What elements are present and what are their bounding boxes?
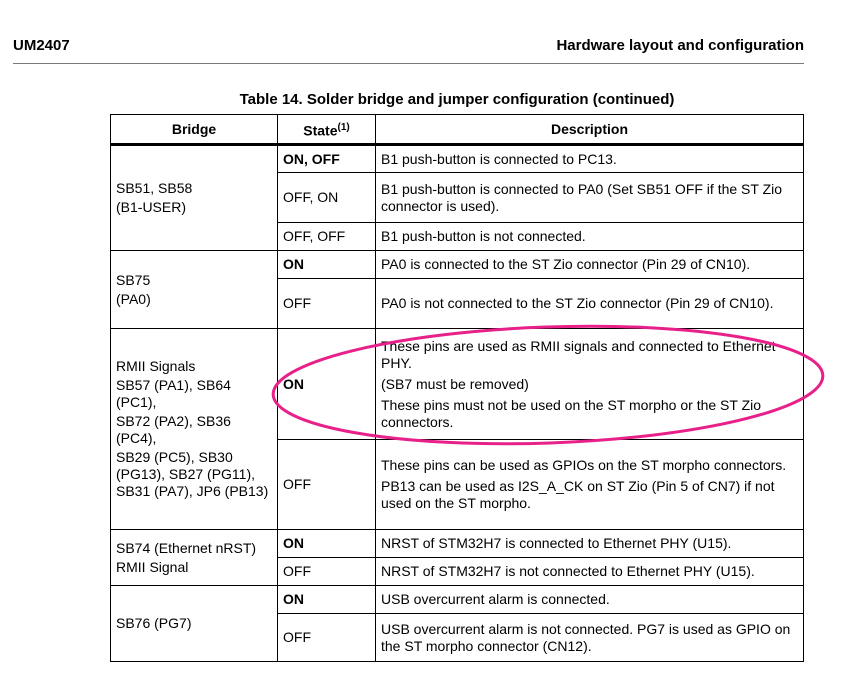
bridge-line: SB57 (PA1), SB64 (PC1), bbox=[116, 377, 231, 410]
bridge-cell bbox=[111, 145, 278, 251]
state-cell: OFF, ON bbox=[278, 173, 376, 223]
table-row bbox=[111, 530, 804, 558]
header-state bbox=[278, 115, 376, 145]
description-line: These pins must not be used on the ST morpho or the ST Zio connectors. bbox=[381, 396, 762, 430]
state-cell: ON bbox=[278, 329, 376, 440]
description-cell: B1 push-button is connected to PA0 (Set SB51 OFF if the ST Zio connector is used). bbox=[376, 173, 804, 223]
description-cell: B1 push-button is not connected. bbox=[376, 223, 804, 251]
bridge-line: (B1-USER) bbox=[116, 199, 187, 215]
state-cell: OFF bbox=[278, 614, 376, 662]
description-cell: B1 push-button is connected to PC13. bbox=[376, 145, 804, 173]
footnote-ref: (1) bbox=[337, 121, 350, 133]
header-state-label: State bbox=[303, 122, 338, 139]
section-title: Hardware layout and configuration bbox=[556, 37, 804, 54]
state-cell: OFF, OFF bbox=[278, 223, 376, 251]
bridge-cell bbox=[111, 586, 278, 662]
table-header-row bbox=[111, 115, 804, 145]
bridge-cell bbox=[111, 251, 278, 329]
table-row bbox=[111, 586, 804, 614]
state-cell: OFF bbox=[278, 440, 376, 530]
bridge-line: SB29 (PC5), SB30 (PG13), SB27 (PG11), SB31 (PA7), JP6 (PB13) bbox=[116, 449, 269, 499]
state-cell: OFF bbox=[278, 558, 376, 586]
document-id: UM2407 bbox=[13, 37, 70, 54]
description-cell: USB overcurrent alarm is connected. bbox=[376, 586, 804, 614]
bridge-line: RMII Signals bbox=[116, 358, 196, 374]
description-line: These pins are used as RMII signals and connected to Ethernet PHY. bbox=[381, 337, 776, 371]
description-line: (SB7 must be removed) bbox=[381, 375, 529, 392]
description-cell: NRST of STM32H7 is connected to Ethernet PHY (U15). bbox=[376, 530, 804, 558]
state-cell: ON bbox=[278, 251, 376, 279]
description-cell: PA0 is connected to the ST Zio connector (Pin 29 of CN10). bbox=[376, 251, 804, 279]
description-line: PB13 can be used as I2S_A_CK on ST Zio (Pin 5 of CN7) if not used on the ST morpho. bbox=[381, 478, 775, 511]
bridge-line: RMII Signal bbox=[116, 558, 189, 575]
state-cell: ON bbox=[278, 586, 376, 614]
solder-bridge-table bbox=[110, 114, 804, 662]
bridge-line: SB51, SB58 bbox=[116, 180, 193, 196]
state-cell: OFF bbox=[278, 279, 376, 329]
bridge-line: SB74 (Ethernet nRST) bbox=[116, 539, 257, 556]
state-cell: ON bbox=[278, 530, 376, 558]
description-line: These pins can be used as GPIOs on the ST morpho connectors. bbox=[381, 457, 787, 473]
description-cell: PA0 is not connected to the ST Zio connector (Pin 29 of CN10). bbox=[376, 279, 804, 329]
bridge-line: SB75 bbox=[116, 271, 151, 288]
description-cell bbox=[376, 329, 804, 440]
table-row bbox=[111, 145, 804, 173]
bridge-cell bbox=[111, 530, 278, 586]
bridge-line: SB72 (PA2), SB36 (PC4), bbox=[116, 413, 231, 446]
table-row bbox=[111, 251, 804, 279]
header-rule bbox=[13, 63, 804, 64]
table-row bbox=[111, 329, 804, 440]
description-cell: NRST of STM32H7 is not connected to Ethernet PHY (U15). bbox=[376, 558, 804, 586]
description-cell bbox=[376, 440, 804, 530]
bridge-line: (PA0) bbox=[116, 290, 151, 307]
table-caption: Table 14. Solder bridge and jumper configuration (continued) bbox=[239, 91, 675, 108]
bridge-line: SB76 (PG7) bbox=[116, 615, 192, 631]
header-description: Description bbox=[376, 115, 804, 145]
bridge-cell bbox=[111, 329, 278, 530]
description-cell: USB overcurrent alarm is not connected. PG7 is used as GPIO on the ST morpho connector (CN12). bbox=[376, 614, 804, 662]
header-bridge: Bridge bbox=[111, 115, 278, 145]
state-cell: ON, OFF bbox=[278, 145, 376, 173]
